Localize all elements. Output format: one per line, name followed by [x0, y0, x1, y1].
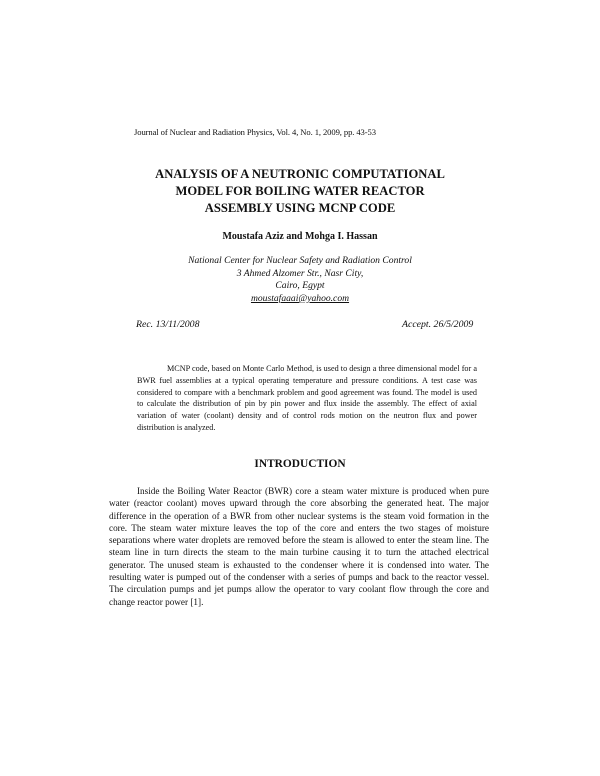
affiliation-city: Cairo, Egypt: [275, 280, 325, 292]
author-email-link[interactable]: moustafaaai@yahoo.com: [250, 292, 350, 304]
affiliation: [100, 255, 500, 305]
introduction-paragraph: Inside the Boiling Water Reactor (BWR) core a steam water mixture is produced when pure water (reactor coolant) moves upward through the core absorbing the generated heat. The major difference in the operation of a BWR from other nuclear systems is the steam void formation in the core. The steam water mixture leaves the top of the core and enters the two stages of moisture separations where water droplets are removed before the steam is allowed to enter the steam line. The steam line in turn directs the steam to the main turbine causing it to turn the attached electrical generator. The unused steam is exhausted to the condenser where it is condensed into water. The resulting water is pumped out of the condenser with a series of pumps and back to the reactor vessel. The circulation pumps and jet pumps allow the operator to vary coolant flow through the core and change reactor power [1].: [109, 486, 489, 607]
received-date: Rec. 13/11/2008: [136, 319, 200, 330]
abstract-text: MCNP code, based on Monte Carlo Method, is used to design a three dimensional model for a BWR fuel assemblies at a typical operating temperature and pressure conditions. A test case was considered to compare with a benchmark problem and good agreement was found. The model is used to calculate the distribution of pin by pin power and flux inside the assembly. The effect of axial variation of water (coolant) density and of control rods motion on the neutron flux and power distribution is analyzed.: [137, 364, 477, 432]
title-line-3: ASSEMBLY USING MCNP CODE: [204, 201, 396, 215]
title-line-1: ANALYSIS OF A NEUTRONIC COMPUTATIONAL: [155, 167, 445, 181]
affiliation-institution: National Center for Nuclear Safety and Radiation Control: [188, 255, 412, 266]
title-line-2: MODEL FOR BOILING WATER REACTOR: [175, 184, 425, 198]
affiliation-street: 3 Ahmed Alzomer Str., Nasr City,: [236, 267, 364, 279]
section-heading-introduction: INTRODUCTION: [254, 458, 346, 470]
introduction-body: [109, 485, 489, 608]
authors: Moustafa Aziz and Mohga I. Hassan: [222, 231, 378, 242]
abstract: [137, 363, 477, 434]
accepted-date: Accept. 26/5/2009: [402, 319, 474, 330]
paper-title: [100, 166, 500, 217]
journal-reference: Journal of Nuclear and Radiation Physics, Vol. 4, No. 1, 2009, pp. 43-53: [134, 127, 376, 137]
